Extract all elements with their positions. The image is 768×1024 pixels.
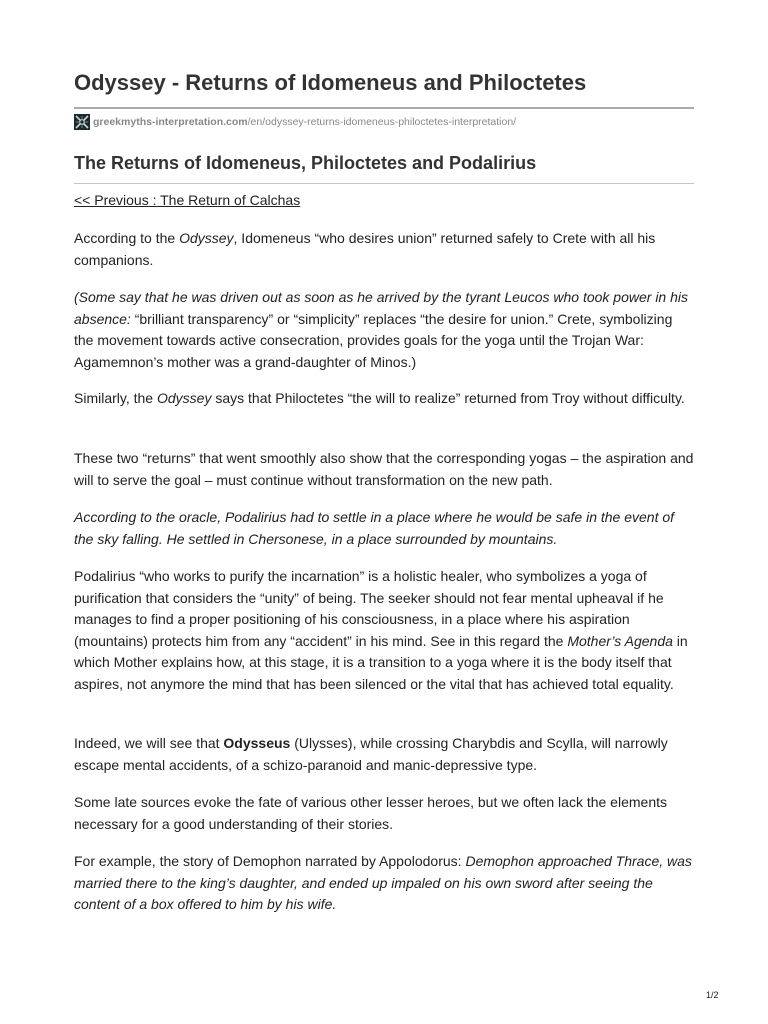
paragraph	[74, 388, 694, 410]
previous-page-link[interactable]: << Previous : The Return of Calchas	[74, 192, 301, 208]
source-path: /en/odyssey-returns-idomeneus-philoctetes-interpretation/	[247, 116, 517, 128]
site-logo-icon	[74, 114, 90, 130]
text-run: “brilliant transparency” or “simplicity” replaces “the desire for union.” Crete, symbolizing the movement towards active consecration, provides goals for the yoga until the Trojan War: Agamemnon’s mother was a grand-daughter of Minos.)	[74, 310, 673, 370]
section-divider	[74, 183, 694, 184]
text-run: Odysseus	[223, 735, 291, 751]
page-number: 1/2	[706, 990, 719, 1000]
source-url[interactable]	[74, 113, 516, 131]
text-run: According to the	[74, 230, 180, 246]
text-run: Demophon approached Thrace, was married there to the king’s daughter, and ended up impaled on his own sword after seeing the content of a box offered to him by his wife.	[74, 853, 692, 913]
text-run: , Idomeneus “who desires union” returned safely to Crete with all his companions.	[74, 230, 656, 268]
paragraph	[74, 851, 694, 916]
paragraph	[74, 792, 694, 835]
page-title: Odyssey - Returns of Idomeneus and Philoctetes	[74, 70, 587, 95]
paragraph	[74, 287, 694, 373]
text-run: Odyssey	[179, 230, 234, 246]
text-run: (Some say that he was driven out as soon as he arrived by the tyrant Leucos who took power in his absence:	[74, 289, 688, 327]
text-run: (Ulysses), while crossing Charybdis and Scylla, will narrowly escape mental accidents, of a schizo-paranoid and manic-depressive type.	[74, 735, 668, 773]
text-run: Similarly, the	[74, 390, 157, 406]
text-run: For example, the story of Demophon narrated by Appolodorus:	[74, 853, 466, 869]
text-run: Some late sources evoke the fate of various other lesser heroes, but we often lack the elements necessary for a good understanding of their stories.	[74, 794, 667, 832]
source-domain: greekmyths-interpretation.com	[93, 116, 248, 128]
text-run: Mother’s Agenda	[567, 632, 673, 649]
text-run: Odyssey	[156, 390, 212, 406]
text-run: Podalirius “who works to purify the incarnation” is a holistic healer, who symbolizes a yoga of purification that considers the “unity” of being. The seeker should not fear mental upheaval if he manages to find a proper positioning of his consciousness, in a place where his aspiration (mountains) protects him from any “accident” in his mind. See in this regard the	[74, 568, 664, 649]
text-run: According to the oracle, Podalirius had to settle in a place where he would be safe in the event of the sky falling. He settled in Chersonese, in a place surrounded by mountains.	[74, 509, 675, 547]
paragraph	[74, 733, 694, 776]
text-run: says that Philoctetes “the will to realize” returned from Troy without difficulty.	[211, 390, 685, 406]
title-divider	[74, 107, 694, 109]
section-heading: The Returns of Idomeneus, Philoctetes and Podalirius	[74, 153, 537, 173]
paragraph	[74, 448, 694, 491]
paragraph	[74, 507, 694, 550]
paragraph	[74, 566, 694, 696]
text-run: in which Mother explains how, at this stage, it is a transition to a yoga where it is the body itself that aspires, not anymore the mind that has been silenced or the vital that has achieved total equality.	[74, 632, 688, 692]
paragraph	[74, 228, 694, 271]
text-run: Indeed, we will see that	[74, 735, 224, 751]
text-run: These two “returns” that went smoothly also show that the corresponding yogas – the aspiration and will to serve the goal – must continue without transformation on the new path.	[74, 450, 694, 488]
